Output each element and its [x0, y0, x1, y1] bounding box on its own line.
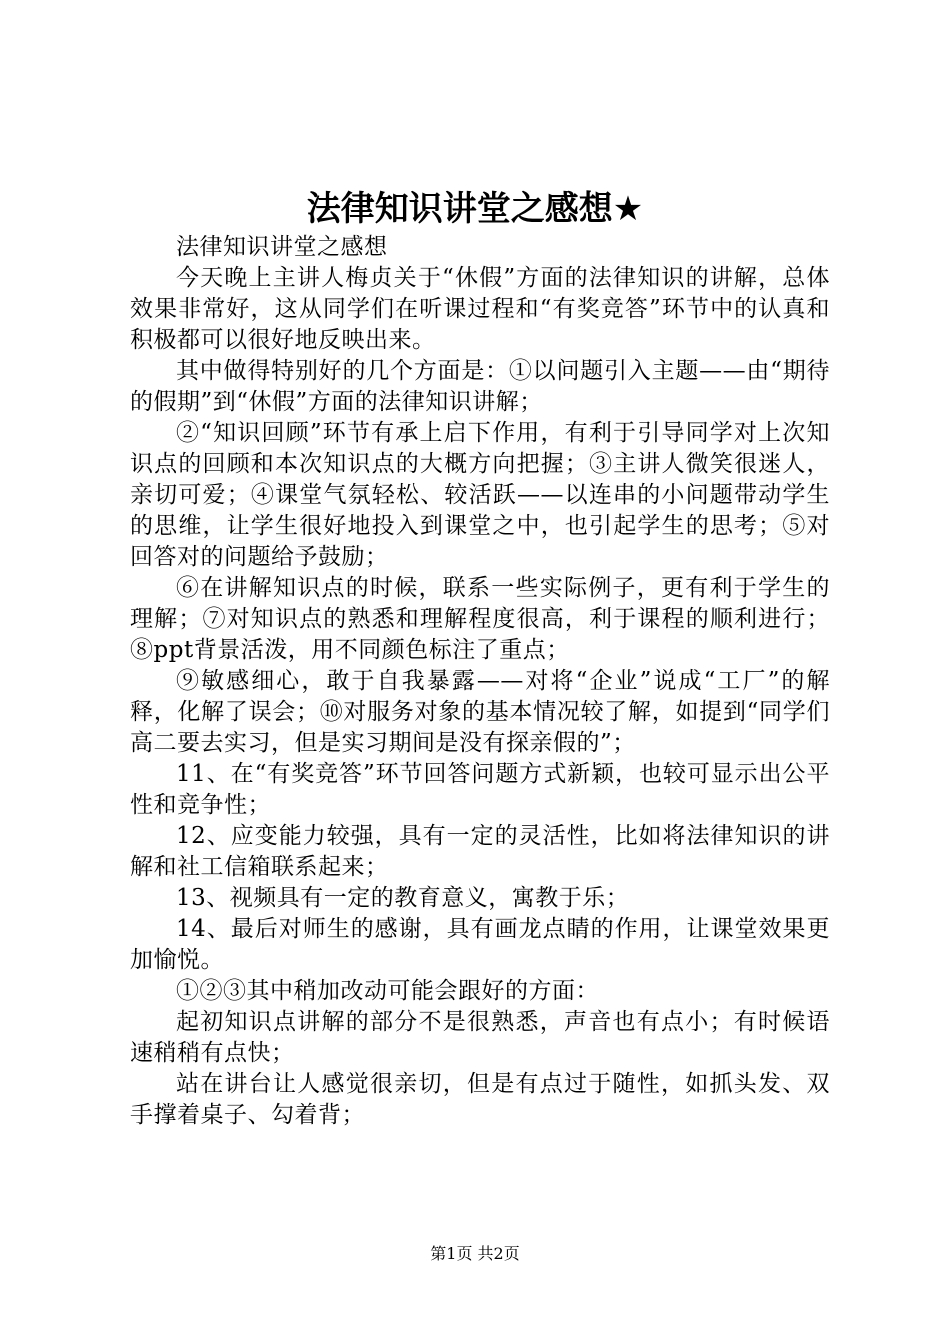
paragraph: 11、在“有奖竞答”环节回答问题方式新颖，也较可显示出公平性和竞争性； [130, 761, 830, 818]
paragraph: 其中做得特别好的几个方面是：①以问题引入主题——由“期待的假期”到“休假”方面的法律知识讲解； [130, 358, 830, 415]
paragraph: 今天晚上主讲人梅贞关于“休假”方面的法律知识的讲解，总体效果非常好，这从同学们在听课过程和“有奖竞答”环节中的认真和积极都可以很好地反映出来。 [130, 265, 830, 353]
paragraph: 站在讲台让人感觉很亲切，但是有点过于随性，如抓头发、双手撑着桌子、勾着背； [130, 1071, 830, 1128]
paragraph: 14、最后对师生的感谢，具有画龙点睛的作用，让课堂效果更加愉悦。 [130, 916, 830, 973]
paragraph: 13、视频具有一定的教育意义，寓教于乐； [176, 885, 630, 911]
document-body [130, 232, 830, 1131]
paragraph: ①②③其中稍加改动可能会跟好的方面： [176, 978, 599, 1004]
paragraph: 起初知识点讲解的部分不是很熟悉，声音也有点小；有时候语速稍稍有点快； [130, 1009, 830, 1066]
paragraph: ⑨敏感细心，敢于自我暴露——对将“企业”说成“工厂”的解释，化解了误会；⑩对服务对象的基本情况较了解，如提到“同学们高二要去实习，但是实习期间是没有探亲假的”； [130, 668, 830, 756]
page-footer: 第1页 共2页 [430, 1244, 520, 1263]
document-title: 法律知识讲堂之感想★ [306, 189, 644, 229]
paragraph: ⑥在讲解知识点的时候，联系一些实际例子，更有利于学生的理解；⑦对知识点的熟悉和理解程度很高，利于课程的顺利进行；⑧ppt背景活泼，用不同颜色标注了重点； [130, 575, 830, 663]
paragraph: 12、应变能力较强，具有一定的灵活性，比如将法律知识的讲解和社工信箱联系起来； [130, 823, 830, 880]
paragraph: ②“知识回顾”环节有承上启下作用，有利于引导同学对上次知识点的回顾和本次知识点的大概方向把握；③主讲人微笑很迷人，亲切可爱；④课堂气氛轻松、较活跃——以连串的小问题带动学生的思维，让学生很好地投入到课堂之中，也引起学生的思考；⑤对回答对的问题给予鼓励； [130, 420, 830, 570]
paragraph-heading: 法律知识讲堂之感想 [176, 234, 388, 260]
